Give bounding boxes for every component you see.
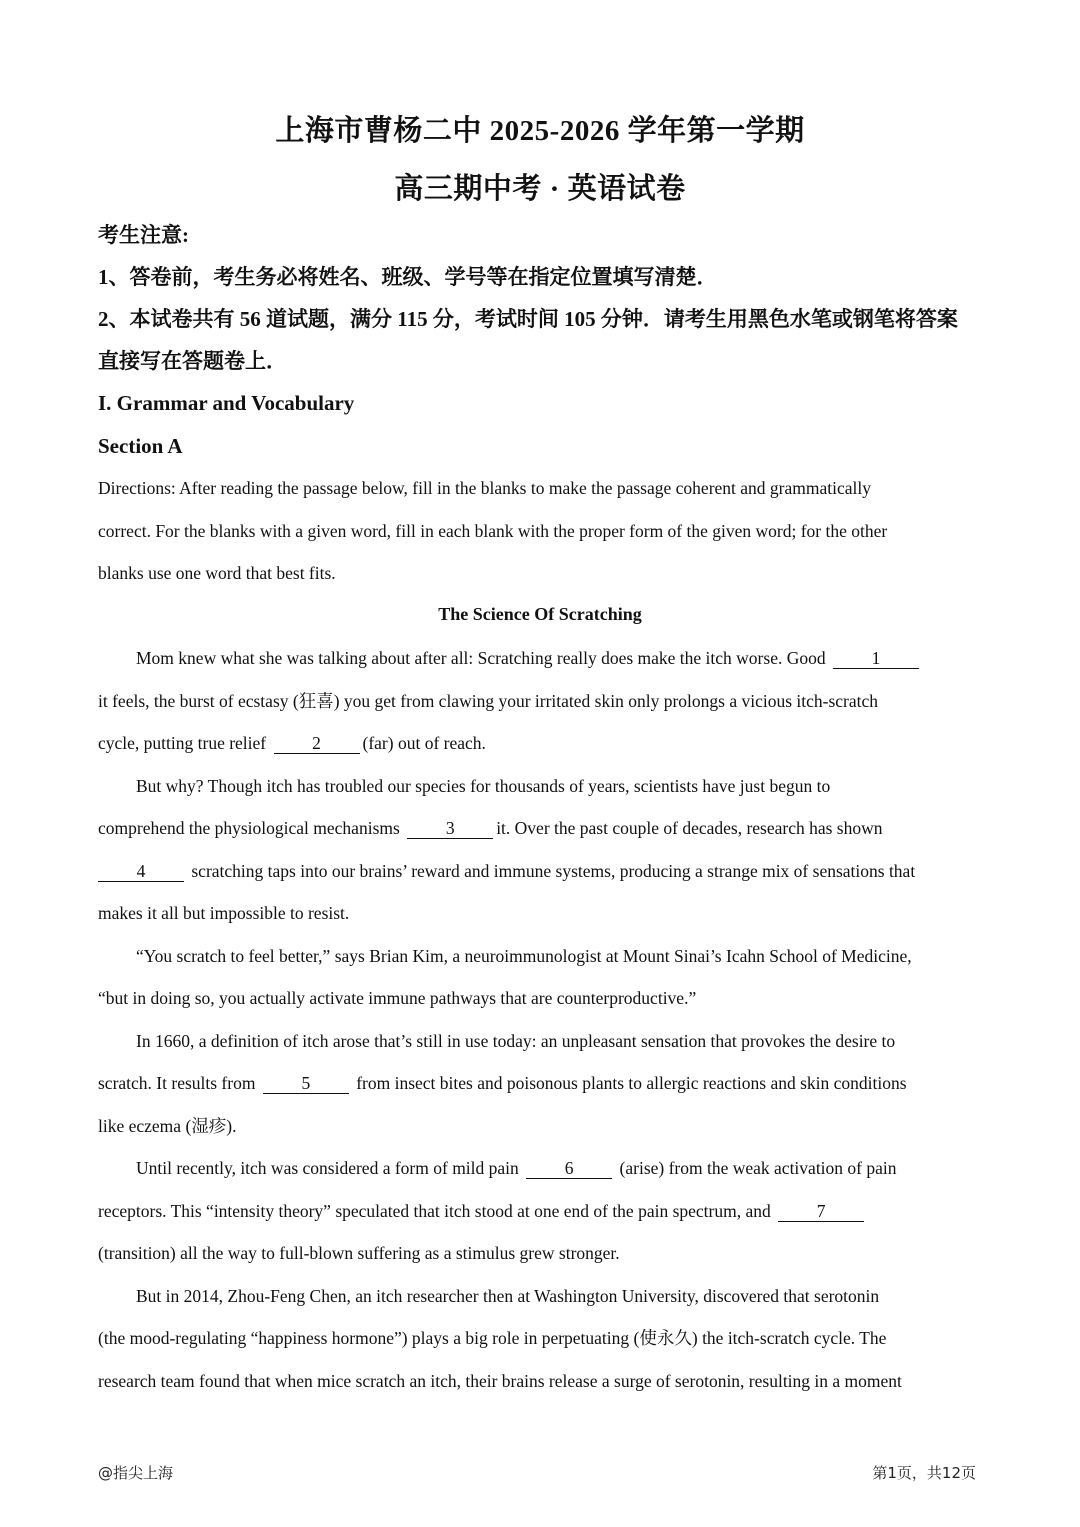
directions-line-3: blanks use one word that best fits. [98,563,336,583]
passage-text: receptors. This “intensity theory” speculated that itch stood at one end of the pain spectrum, and [98,1200,771,1221]
passage-line: (transition) all the way to full-blown suffering as a stimulus grew stronger. [98,1243,620,1263]
blank-3[interactable]: 3 [407,818,493,839]
notice-block [98,214,998,382]
blank-5[interactable]: 5 [263,1073,349,1094]
blank-4[interactable]: 4 [98,861,184,882]
passage-text: scratch. It results from [98,1073,256,1093]
blank-2[interactable]: 2 [274,733,360,754]
passage-text: (arise) from the weak activation of pain [619,1158,897,1178]
passage-line: it feels, the burst of ecstasy (狂喜) you get from clawing your irritated skin only prolongs a vicious itch-scratch [98,690,879,711]
footer-source: @指尖上海 [98,1464,174,1482]
directions [98,467,988,595]
blank-6[interactable]: 6 [526,1158,612,1179]
passage-line [98,850,998,893]
passage-line: “You scratch to feel better,” says Brian Kim, a neuroimmunologist at Mount Sinai’s Icahn School of Medicine, [136,945,912,966]
passage-title: The Science Of Scratching [438,604,642,624]
passage-line: In 1660, a definition of itch arose that’s still in use today: an unpleasant sensation that provokes the desire to [136,1030,896,1051]
passage-line: like eczema (湿疹). [98,1115,237,1136]
passage-text: Mom knew what she was talking about after all: Scratching really does make the itch worse. Good [136,648,826,668]
passage-line: (the mood-regulating “happiness hormone”) plays a big role in perpetuating (使永久) the itch-scratch cycle. The [98,1328,887,1348]
passage-line: But why? Though itch has troubled our species for thousands of years, scientists have just begun to [136,775,831,796]
directions-line-2: correct. For the blanks with a given word, fill in each blank with the proper form of the given word; for the other [98,520,888,541]
blank-1[interactable]: 1 [833,648,919,669]
part-title: I. Grammar and Vocabulary [98,391,355,415]
passage-line: research team found that when mice scratch an itch, their brains release a surge of serotonin, resulting in a moment [98,1370,902,1391]
passage-text: scratching taps into our brains’ reward and immune systems, producing a strange mix of sensations that [191,860,916,881]
passage-line: “but in doing so, you actually activate immune pathways that are counterproductive.” [98,988,697,1008]
exam-subtitle: 高三期中考 · 英语试卷 [394,173,686,205]
footer-page-number: 第1页，共12页 [872,1464,976,1482]
passage-line [98,1062,998,1105]
notice-heading: 考生注意: [98,223,189,247]
passage-text: (far) out of reach. [362,733,486,753]
passage-text: it. Over the past couple of decades, research has shown [496,818,883,838]
notice-item-1: 1、答卷前，考生务必将姓名、班级、学号等在指定位置填写清楚． [98,265,718,289]
section-title: Section A [98,434,183,458]
notice-item-2-line-2: 直接写在答题卷上． [98,349,287,373]
passage-line: makes it all but impossible to resist. [98,903,350,923]
directions-line-1: Directions: After reading the passage below, fill in the blanks to make the passage coherent and grammatically [98,478,871,498]
passage-text: from insect bites and poisonous plants to allergic reactions and skin conditions [356,1073,907,1093]
passage-line [98,1190,998,1233]
passage-text: Until recently, itch was considered a form of mild pain [136,1158,519,1178]
blank-7[interactable]: 7 [778,1201,864,1222]
passage-line [98,722,998,765]
passage-text: cycle, putting true relief [98,733,267,753]
passage-line [98,807,998,850]
notice-item-2-line-1: 2、本试卷共有 56 道试题，满分 115 分，考试时间 105 分钟．请考生用黑色水笔或钢笔将答案 [98,307,958,331]
passage-line [98,1147,998,1190]
passage-text: comprehend the physiological mechanisms [98,818,400,838]
passage-body [98,637,998,1402]
passage-line [98,637,998,680]
exam-title: 上海市曹杨二中 2025-2026 学年第一学期 [275,115,805,147]
passage-line: But in 2014, Zhou-Feng Chen, an itch researcher then at Washington University, discovered that serotonin [136,1285,880,1306]
